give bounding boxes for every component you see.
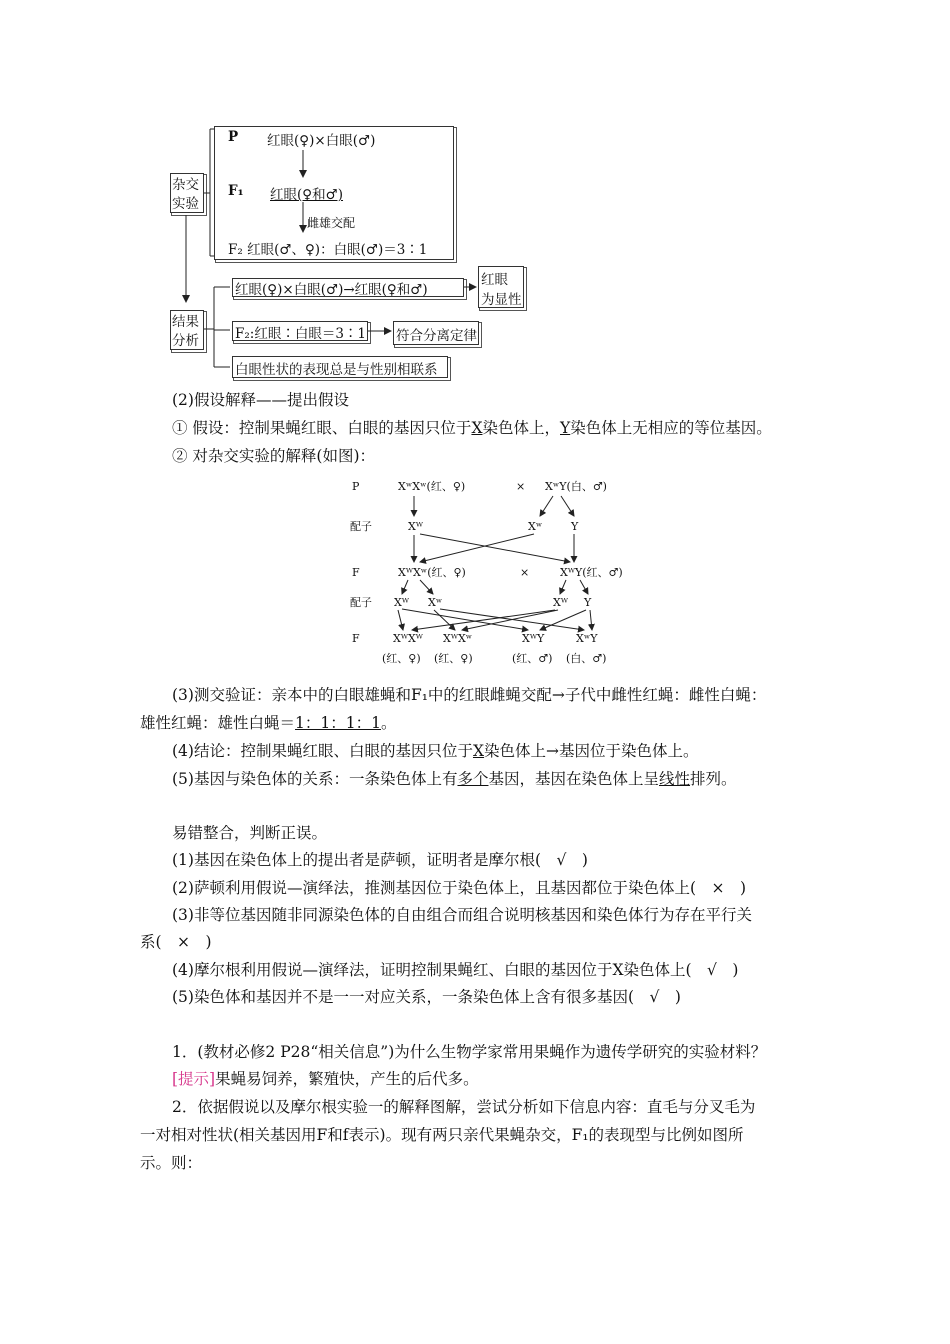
- judge-item-5: (5)染色体和基因并不是一一对应关系，一条染色体上含有很多基因( √ ): [172, 988, 681, 1006]
- p-label: P: [228, 129, 239, 145]
- gamete2-4: Y: [584, 596, 592, 609]
- paragraph-5-many: 多个: [457, 770, 489, 788]
- hypothesis-item-1-y: Y: [560, 419, 571, 437]
- paragraph-5-a: (5)基因与染色体的关系：一条染色体上有: [172, 770, 458, 788]
- row-p-label: P: [352, 480, 360, 493]
- gamete-2: Xʷ: [528, 520, 543, 533]
- row-f2-label: F: [352, 632, 360, 645]
- f2-genotype-4: XʷY: [576, 632, 598, 645]
- judge-item-4: (4)摩尔根利用假说—演绎法，证明控制果蝇红、白眼的基因位于X染色体上( √ ): [172, 961, 739, 979]
- paragraph-3-ratio: 1：1：1：1: [295, 714, 381, 732]
- result-analysis-label-line1: 结果: [172, 314, 199, 330]
- question-2-line-3: 示。则：: [140, 1154, 203, 1172]
- dominant-text-line1: 红眼: [481, 272, 508, 288]
- question-2-line-1: 2．依据假说以及摩尔根实验一的解释图解，尝试分析如下信息内容：直毛与分叉毛为: [172, 1098, 756, 1116]
- mating-label: 雌雄交配: [307, 216, 356, 230]
- p-female: XʷXʷ(红、♀): [398, 480, 466, 493]
- gamete2-2: Xʷ: [428, 596, 443, 609]
- gamete-1: Xᵂ: [408, 520, 423, 533]
- paragraph-3-line-2: [140, 711, 396, 733]
- f1-male: XᵂY(红、♂): [560, 566, 623, 579]
- analysis-text-2: F₂:红眼∶白眼＝3∶1: [235, 326, 367, 342]
- gamete2-1: Xᵂ: [394, 596, 409, 609]
- hypothesis-item-1: [172, 416, 772, 438]
- p-cross-text: 红眼(♀)×白眼(♂): [267, 133, 376, 149]
- hypothesis-item-1-b: 染色体上，: [482, 419, 560, 437]
- hint-text: 果蝇易饲养，繁殖快，产生的后代多。: [215, 1070, 479, 1088]
- f2-genotype-3: XᵂY: [522, 632, 545, 645]
- row-f1-label: F: [352, 566, 360, 579]
- f1-cross-sign: ×: [520, 566, 530, 579]
- cross-experiment-label-line2: 实验: [172, 196, 199, 212]
- flowchart-connectors: [0, 0, 950, 400]
- hypothesis-item-2: ② 对杂交实验的解释(如图)：: [172, 447, 376, 465]
- gamete-3: Y: [571, 520, 579, 533]
- hypothesis-item-1-x: X: [471, 419, 483, 437]
- question-1: 1．(教材必修2 P28“相关信息”)为什么生物学家常用果蝇作为遗传学研究的实验材料？: [172, 1043, 767, 1061]
- judge-item-2: (2)萨顿利用假说—演绎法，推测基因位于染色体上，且基因都位于染色体上( × ): [172, 879, 747, 897]
- analysis-text-1: 红眼(♀)×白眼(♂)→红眼(♀和♂): [235, 282, 428, 298]
- dominant-text-line2: 为显性: [481, 292, 522, 308]
- hint-label: [提示]: [172, 1070, 216, 1088]
- paragraph-5-c: 排列。: [690, 770, 737, 788]
- cross-experiment-label-line1: 杂交: [172, 177, 199, 193]
- row-gamete2-label: 配子: [350, 596, 372, 609]
- judge-item-1: (1)基因在染色体上的提出者是萨顿，证明者是摩尔根( √ ): [172, 851, 588, 869]
- paragraph-5-linear: 线性: [659, 770, 691, 788]
- paragraph-4-x: X: [472, 742, 485, 760]
- judge-item-3-line-2: 系( × ): [140, 933, 212, 951]
- diagram-arrows: [398, 496, 592, 630]
- f2-phenotype-4: (白、♂): [566, 652, 607, 665]
- f1-result-text: 红眼(♀和♂): [270, 187, 344, 203]
- segregation-text: 符合分离定律: [396, 328, 477, 344]
- paragraph-4: [172, 739, 699, 761]
- paragraph-3-b: 雄性红蝇：雄性白蝇＝: [140, 714, 296, 732]
- paragraph-5: [172, 767, 737, 789]
- f2-result-text: F₂ 红眼(♂、♀)：白眼(♂)＝3∶1: [228, 242, 428, 258]
- f2-genotype-2: XᵂXʷ: [443, 632, 473, 645]
- f2-phenotype-3: (红、♂): [512, 652, 553, 665]
- p-cross-sign: ×: [516, 480, 526, 493]
- question-2-line-2: 一对相对性状(相关基因用F和f表示)。现有两只亲代果蝇杂交，F₁的表现型与比例如图所: [140, 1126, 744, 1144]
- paragraph-3-line-1: (3)测交验证：亲本中的白眼雄蝇和F₁中的红眼雌蝇交配→子代中雌性红蝇：雌性白蝇：: [172, 686, 767, 704]
- f2-phenotype-1: (红、♀): [382, 652, 421, 665]
- f1-female: XᵂXʷ(红、♀): [398, 566, 466, 579]
- paragraph-4-b: 染色体上→基因位于染色体上。: [484, 742, 699, 760]
- f2-genotype-1: XᵂXᵂ: [393, 632, 423, 645]
- gamete2-3: Xᵂ: [553, 596, 568, 609]
- hypothesis-item-1-c: 染色体上无相应的等位基因。: [570, 419, 772, 437]
- result-analysis-label-line2: 分析: [172, 333, 199, 349]
- paragraph-3-end: 。: [380, 714, 397, 732]
- paragraph-4-a: (4)结论：控制果蝇红眼、白眼的基因只位于: [172, 742, 473, 760]
- f1-label: F₁: [228, 183, 244, 199]
- f2-phenotype-2: (红、♀): [434, 652, 473, 665]
- judge-title: 易错整合，判断正误。: [172, 824, 328, 842]
- row-gamete-label: 配子: [350, 520, 372, 533]
- p-male: XʷY(白、♂): [545, 480, 607, 493]
- hypothesis-heading: (2)假设解释——提出假设: [172, 391, 349, 409]
- analysis-text-3: 白眼性状的表现总是与性别相联系: [235, 362, 438, 378]
- hypothesis-item-1-a: ① 假设：控制果蝇红眼、白眼的基因只位于: [172, 419, 472, 437]
- judge-item-3-line-1: (3)非等位基因随非同源染色体的自由组合而组合说明核基因和染色体行为存在平行关: [172, 906, 752, 924]
- genetics-diagram: [0, 472, 950, 672]
- question-1-hint: [172, 1067, 479, 1089]
- paragraph-5-b: 基因，基因在染色体上呈: [488, 770, 659, 788]
